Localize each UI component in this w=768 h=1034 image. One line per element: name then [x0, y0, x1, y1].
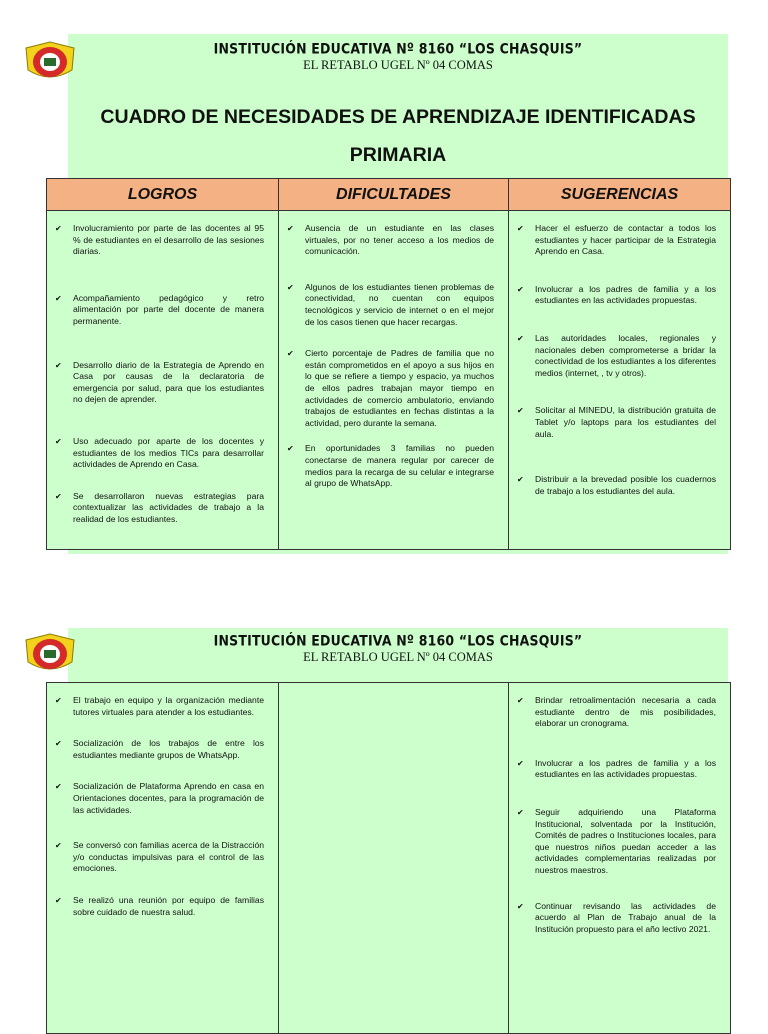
list-item: ✔ El trabajo en equipo y la organización mediante tutores virtuales para atender a los estudiantes.	[73, 695, 264, 718]
table-header-row	[47, 179, 731, 211]
needs-table-1	[46, 178, 731, 550]
list-item: ✔ Socialización de los trabajos de entre los estudiantes mediante grupos de WhatsApp.	[73, 738, 264, 761]
list-item: ✔ Socialización de Plataforma Aprendo en casa en Orientaciones docentes, para la programación de las actividades.	[73, 781, 264, 816]
dificultades-cell	[279, 683, 509, 1034]
table-row	[47, 683, 731, 1034]
column-header-logros: LOGROS	[47, 179, 279, 211]
logros-cell	[47, 211, 279, 550]
list-item: ✔ Hacer el esfuerzo de contactar a todos los estudiantes y hacer participar de la Estrategia Aprendo en Casa.	[535, 223, 716, 258]
page-title: CUADRO DE NECESIDADES DE APRENDIZAJE IDENTIFICADAS	[100, 106, 696, 128]
page-subtitle: PRIMARIA	[349, 144, 447, 166]
logros-cell	[47, 683, 279, 1034]
list-item: ✔ Seguir adquiriendo una Plataforma Institucional, solventada por la Institución, Comités de padres o Instituciones locales, para que nuestros niños puedan acceder a las actividades complementarias realizadas por nuestros maestros.	[535, 807, 716, 877]
list-item: ✔ Involucrar a los padres de familia y a los estudiantes en las actividades propuestas.	[535, 758, 716, 781]
sugerencias-cell	[509, 683, 731, 1034]
column-header-sugerencias: SUGERENCIAS	[509, 179, 731, 211]
list-item: ✔ Acompañamiento pedagógico y retro alimentación por parte del docente de manera permanente.	[73, 293, 264, 328]
list-item: ✔ Se conversó con familias acerca de la Distracción y/o conductas impulsivas para el control de las emociones.	[73, 840, 264, 875]
needs-table-2	[46, 682, 731, 1034]
list-item: ✔ Ausencia de un estudiante en las clases virtuales, por no tener acceso a los medios de comunicación.	[305, 223, 494, 258]
institution-name: INSTITUCIÓN EDUCATIVA Nº 8160 “LOS CHASQUIS”	[213, 39, 583, 58]
institution-location: EL RETABLO UGEL Nº 04 COMAS	[303, 58, 493, 72]
list-item: ✔ Distribuir a la brevedad posible los cuadernos de trabajo a los estudiantes del aula.	[535, 474, 716, 497]
sugerencias-cell	[509, 211, 731, 550]
list-item: ✔ Se realizó una reunión por equipo de familias sobre cuidado de nuestra salud.	[73, 895, 264, 918]
institution-location: EL RETABLO UGEL Nº 04 COMAS	[303, 650, 493, 664]
list-item: ✔ Uso adecuado por aparte de los docentes y estudiantes de los medios TICs para desarrollar actividades de Aprendo en Casa.	[73, 436, 264, 471]
list-item: ✔ En oportunidades 3 familias no pueden conectarse de manera regular por carecer de medios para la recarga de su celular e integrarse al grupo de WhatsApp.	[305, 443, 494, 489]
list-item: ✔ Cierto porcentaje de Padres de familia que no están comprometidos en el apoyo a sus hijos en lo que se refiere a tiempo y espacio, ya muchos de ellos padres trabajan mayor tiempo en actividades de comercio ambulatorio, enviando trabajos de estudiantes en fechas distintas a la actividad, pero durante la semana.	[305, 348, 494, 429]
list-item: ✔ Brindar retroalimentación necesaria a cada estudiante dentro de mis posibilidades, elaborar un cronograma.	[535, 695, 716, 730]
institution-name: INSTITUCIÓN EDUCATIVA Nº 8160 “LOS CHASQUIS”	[213, 631, 583, 650]
list-item: ✔ Algunos de los estudiantes tienen problemas de conectividad, no cuentan con equipos tecnológicos y servicio de internet o en el mejor de los casos tienen que hacer recargas.	[305, 282, 494, 328]
list-item: ✔ Involucramiento por parte de las docentes al 95 % de estudiantes en el desarrollo de las sesiones diarias.	[73, 223, 264, 258]
list-item: ✔ Involucrar a los padres de familia y a los estudiantes en las actividades propuestas.	[535, 284, 716, 307]
list-item: ✔ Desarrollo diario de la Estrategia de Aprendo en Casa por causas de la declaratoria de emergencia por salud, para que los estudiantes no dejen de aprender.	[73, 360, 264, 406]
dificultades-cell	[279, 211, 509, 550]
list-item: ✔ Continuar revisando las actividades de acuerdo al Plan de Trabajo anual de la Institución propuesto para el año lectivo 2021.	[535, 901, 716, 936]
list-item: ✔ Solicitar al MINEDU, la distribución gratuita de Tablet y/o laptops para los estudiantes del aula.	[535, 405, 716, 440]
list-item: ✔ Se desarrollaron nuevas estrategias para contextualizar las actividades de trabajo a la realidad de los estudiantes.	[73, 491, 264, 526]
column-header-dificultades: DIFICULTADES	[279, 179, 509, 211]
table-row	[47, 211, 731, 550]
list-item: ✔ Las autoridades locales, regionales y nacionales deben comprometerse a bridar la conectividad de los estudiantes a los diferentes medios (internet, , tv y otros).	[535, 333, 716, 379]
